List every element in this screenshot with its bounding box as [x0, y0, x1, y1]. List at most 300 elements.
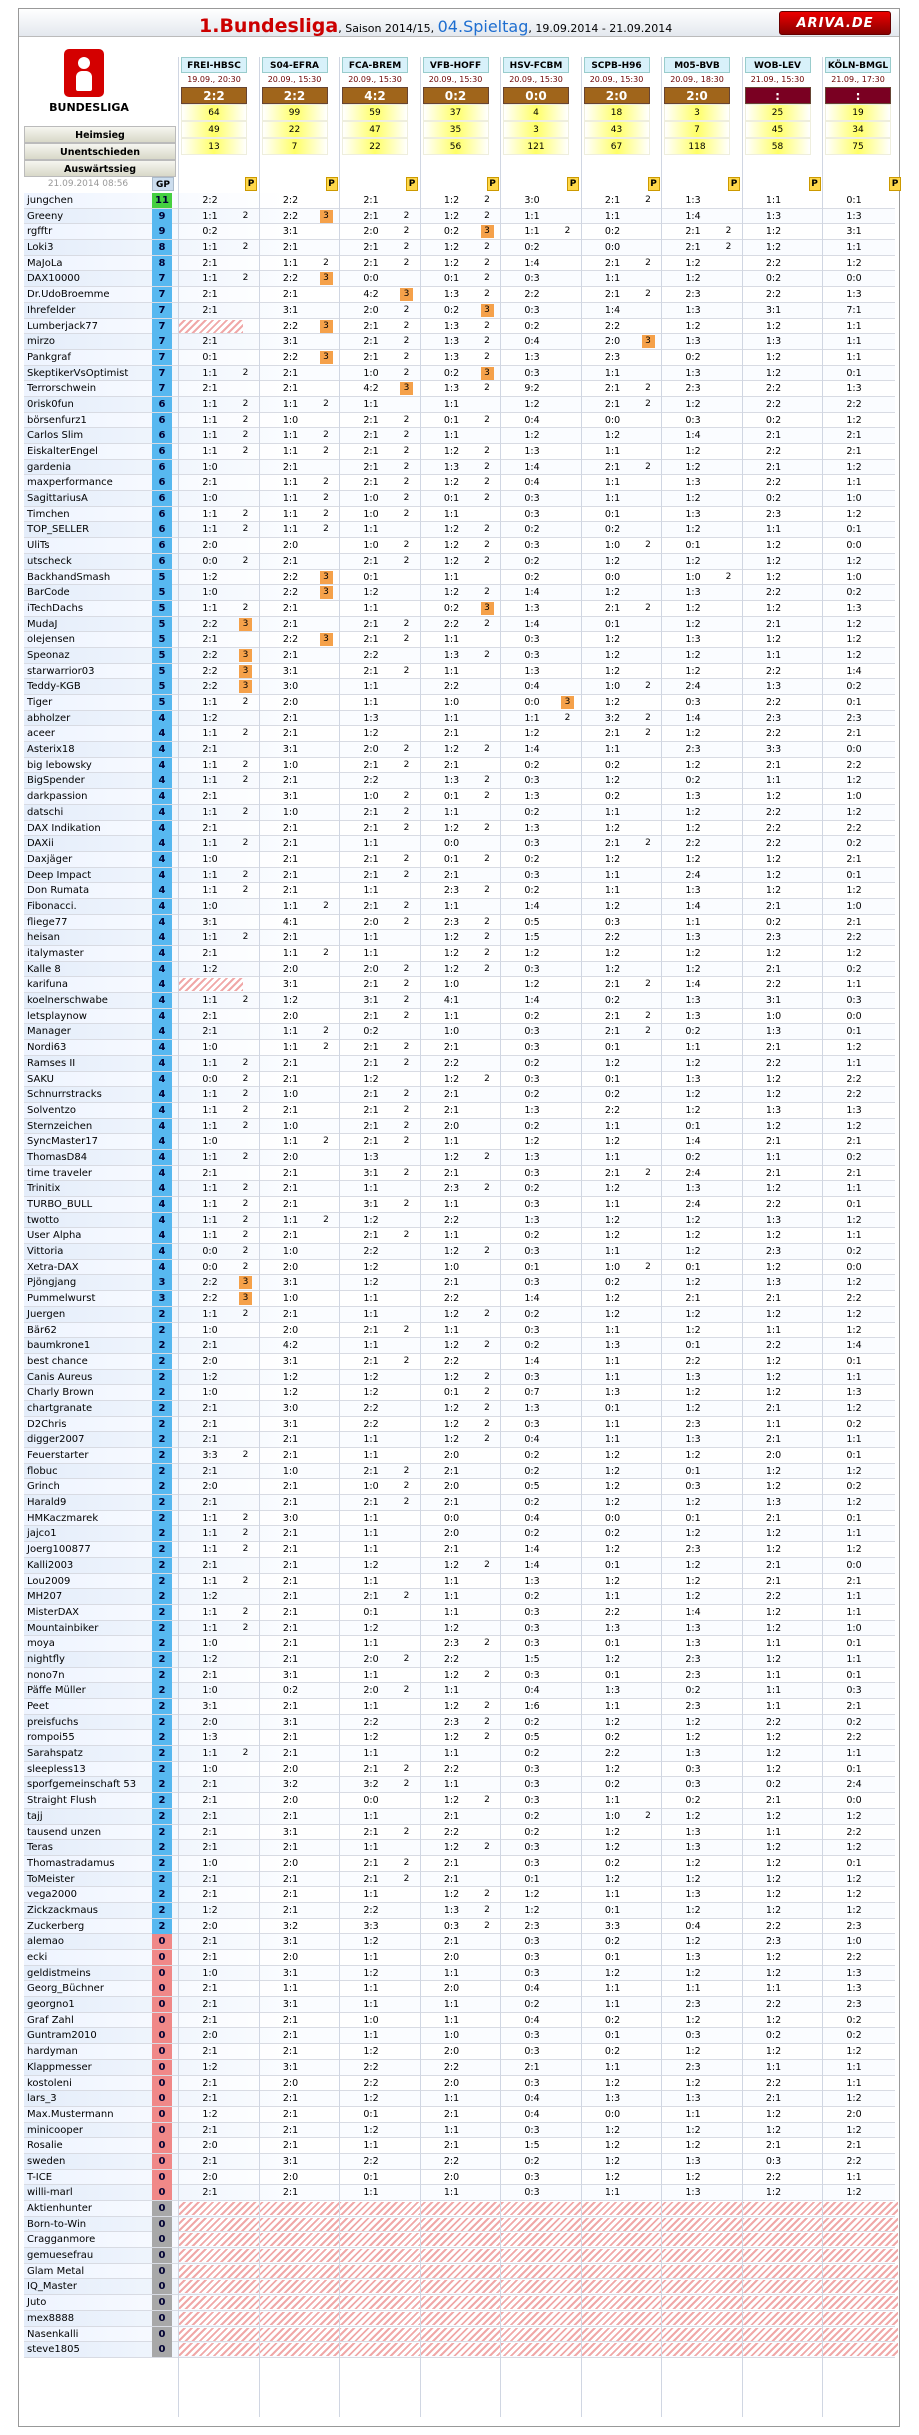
tip-points	[883, 539, 896, 552]
player-name[interactable]: hardyman	[27, 2046, 78, 2058]
table-row[interactable]	[24, 507, 895, 523]
table-row[interactable]	[24, 930, 895, 946]
player-name[interactable]: Canis Aureus	[27, 1371, 93, 1383]
table-row[interactable]	[24, 1432, 895, 1448]
table-row[interactable]	[24, 1134, 895, 1150]
table-row[interactable]	[24, 601, 895, 617]
player-name[interactable]: Tiger	[27, 697, 53, 708]
table-row[interactable]	[24, 773, 895, 789]
player-name[interactable]: big lebowsky	[27, 759, 92, 771]
player-name[interactable]: Carlos Slim	[27, 430, 84, 442]
table-row[interactable]	[24, 726, 895, 742]
table-row[interactable]	[24, 1150, 895, 1166]
table-row[interactable]	[24, 1307, 895, 1323]
player-name[interactable]: steve1805	[27, 2344, 80, 2356]
table-row[interactable]	[24, 271, 895, 287]
table-row[interactable]	[24, 397, 895, 413]
player-name[interactable]: Asterix18	[27, 744, 75, 756]
table-row[interactable]	[24, 789, 895, 805]
player-name[interactable]: gemuesefrau	[27, 2250, 94, 2262]
table-row[interactable]	[24, 2123, 895, 2139]
player-name[interactable]: DAX Indikation	[27, 822, 101, 834]
player-name[interactable]: BackhandSmash	[27, 571, 111, 583]
player-name[interactable]: Joerg100877	[27, 1544, 91, 1556]
player-name[interactable]: willi-marl	[27, 2187, 73, 2199]
table-row[interactable]	[24, 1621, 895, 1637]
table-row[interactable]	[24, 915, 895, 931]
table-row[interactable]	[24, 1887, 895, 1903]
player-name[interactable]: olejensen	[27, 634, 76, 646]
player-name[interactable]: alemao	[27, 1936, 65, 1948]
player-name[interactable]: SyncMaster17	[27, 1136, 98, 1148]
table-row[interactable]	[24, 868, 895, 884]
player-name[interactable]: sporfgemeinschaft 53	[27, 1779, 137, 1791]
table-row[interactable]	[24, 2076, 895, 2092]
table-row[interactable]	[24, 1056, 895, 1072]
player-name[interactable]: Harald9	[27, 1497, 67, 1509]
table-row[interactable]	[24, 852, 895, 868]
table-row[interactable]	[24, 1385, 895, 1401]
table-row[interactable]	[24, 1574, 895, 1590]
table-row[interactable]	[24, 475, 895, 491]
player-name[interactable]: twotto	[27, 1214, 60, 1226]
player-name[interactable]: karifuna	[27, 979, 68, 991]
match-name[interactable]: FCA-BREM	[342, 57, 408, 73]
player-name[interactable]: darkpassion	[27, 791, 88, 803]
match-name[interactable]: HSV-FCBM	[503, 57, 569, 73]
player-name[interactable]: digger2007	[27, 1434, 85, 1446]
table-row[interactable]	[24, 303, 895, 319]
table-row[interactable]	[24, 1730, 895, 1746]
table-row[interactable]	[24, 1213, 895, 1229]
player-name[interactable]: Nordi63	[27, 1042, 67, 1054]
player-name[interactable]: Vittoria	[27, 1246, 64, 1258]
table-row[interactable]	[24, 2138, 895, 2154]
player-name[interactable]: rompoi55	[27, 1732, 75, 1744]
player-name[interactable]: User Alpha	[27, 1230, 82, 1242]
player-name[interactable]: tajj	[27, 1810, 43, 1822]
table-row[interactable]	[24, 2279, 895, 2295]
table-row[interactable]	[24, 1840, 895, 1856]
table-row[interactable]	[24, 632, 895, 648]
table-row[interactable]	[24, 1072, 895, 1088]
table-row[interactable]	[24, 1589, 895, 1605]
player-name[interactable]: iTechDachs	[27, 602, 84, 614]
table-row[interactable]	[24, 1040, 895, 1056]
table-row[interactable]	[24, 1856, 895, 1872]
table-row[interactable]	[24, 1495, 895, 1511]
table-row[interactable]	[24, 821, 895, 837]
table-row[interactable]	[24, 1103, 895, 1119]
match-name[interactable]: M05-BVB	[664, 57, 730, 73]
player-name[interactable]: Georg_Büchner	[27, 1983, 104, 1995]
table-row[interactable]	[24, 1401, 895, 1417]
table-row[interactable]	[24, 1511, 895, 1527]
player-name[interactable]: nono7n	[27, 1669, 65, 1681]
table-row[interactable]	[24, 836, 895, 852]
player-name[interactable]: chartgranate	[27, 1402, 93, 1414]
player-name[interactable]: T-ICE	[27, 2171, 53, 2183]
table-row[interactable]	[24, 1417, 895, 1433]
table-row[interactable]	[24, 1464, 895, 1480]
table-row[interactable]	[24, 1558, 895, 1574]
table-row[interactable]	[24, 538, 895, 554]
player-name[interactable]: Loki3	[27, 242, 54, 254]
player-name[interactable]: Deep Impact	[27, 869, 92, 881]
player-name[interactable]: Sarahspatz	[27, 1748, 83, 1760]
player-name[interactable]: Aktienhunter	[27, 2203, 93, 2214]
player-name[interactable]: Terrorschwein	[27, 383, 97, 395]
player-name[interactable]: Speonaz	[27, 649, 70, 661]
player-name[interactable]: heisan	[27, 932, 60, 944]
table-row[interactable]	[24, 1119, 895, 1135]
table-row[interactable]	[24, 2028, 895, 2044]
table-row[interactable]	[24, 585, 895, 601]
table-row[interactable]	[24, 648, 895, 664]
table-row[interactable]	[24, 554, 895, 570]
player-name[interactable]: italymaster	[27, 948, 84, 959]
player-name[interactable]: Ramses II	[27, 1057, 76, 1069]
player-name[interactable]: kostoleni	[27, 2077, 72, 2089]
player-name[interactable]: Pummelwurst	[27, 1293, 96, 1305]
table-row[interactable]	[24, 2170, 895, 2186]
table-row[interactable]	[24, 1228, 895, 1244]
player-name[interactable]: TURBO_BULL	[27, 1199, 93, 1210]
table-row[interactable]	[24, 1323, 895, 1339]
player-name[interactable]: best chance	[27, 1355, 88, 1367]
table-row[interactable]	[24, 2342, 895, 2358]
table-row[interactable]	[24, 1809, 895, 1825]
table-row[interactable]	[24, 1197, 895, 1213]
player-name[interactable]: Greeny	[27, 210, 64, 222]
table-row[interactable]	[24, 1652, 895, 1668]
table-row[interactable]	[24, 1605, 895, 1621]
player-name[interactable]: Lou2009	[27, 1575, 71, 1587]
player-name[interactable]: jajco1	[27, 1528, 57, 1540]
table-row[interactable]	[24, 366, 895, 382]
player-name[interactable]: tausend unzen	[27, 1826, 102, 1838]
table-row[interactable]	[24, 679, 895, 695]
player-name[interactable]: IQ_Master	[27, 2281, 77, 2293]
player-name[interactable]: Daxjäger	[27, 853, 73, 865]
player-name[interactable]: Päffe Müller	[27, 1685, 86, 1697]
player-name[interactable]: Born-to-Win	[27, 2218, 87, 2230]
table-row[interactable]	[24, 2232, 895, 2248]
table-row[interactable]	[24, 993, 895, 1009]
player-name[interactable]: letsplaynow	[27, 1010, 87, 1022]
table-row[interactable]	[24, 350, 895, 366]
player-name[interactable]: UliTs	[27, 540, 50, 552]
table-row[interactable]	[24, 1777, 895, 1793]
player-name[interactable]: Zuckerberg	[27, 1920, 85, 1932]
table-row[interactable]	[24, 1338, 895, 1354]
table-row[interactable]	[24, 1526, 895, 1542]
table-row[interactable]	[24, 1181, 895, 1197]
table-row[interactable]	[24, 2311, 895, 2327]
player-name[interactable]: Klappmesser	[27, 2061, 92, 2073]
tip-points	[320, 1982, 333, 1995]
player-name[interactable]: ecki	[27, 1952, 48, 1963]
player-name[interactable]: utscheck	[27, 555, 72, 567]
table-row[interactable]	[24, 1950, 895, 1966]
table-row[interactable]	[24, 209, 895, 225]
table-row[interactable]	[24, 1275, 895, 1291]
table-row[interactable]	[24, 1166, 895, 1182]
table-row[interactable]	[24, 240, 895, 256]
table-row[interactable]	[24, 319, 895, 335]
ariva-logo[interactable]: ARIVA.DE	[779, 11, 891, 35]
table-row[interactable]	[24, 381, 895, 397]
table-row[interactable]	[24, 1997, 895, 2013]
player-name[interactable]: Peet	[27, 1701, 49, 1712]
player-name[interactable]: SAKU	[27, 1073, 54, 1085]
table-row[interactable]	[24, 664, 895, 680]
table-row[interactable]	[24, 2154, 895, 2170]
player-name[interactable]: Pankgraf	[27, 351, 71, 363]
player-name[interactable]: Charly Brown	[27, 1387, 94, 1399]
player-name[interactable]: D2Chris	[27, 1418, 67, 1430]
player-name[interactable]: Kalli2003	[27, 1559, 74, 1571]
player-name[interactable]: TOP_SELLER	[27, 524, 90, 536]
player-name[interactable]: flobuc	[27, 1465, 58, 1477]
player-name[interactable]: SkeptikerVsOptimist	[27, 367, 129, 379]
table-row[interactable]	[24, 1793, 895, 1809]
player-name[interactable]: Guntram2010	[27, 2030, 97, 2042]
table-row[interactable]	[24, 1825, 895, 1841]
table-row[interactable]	[24, 1934, 895, 1950]
player-name[interactable]: Timchen	[27, 508, 70, 520]
table-row[interactable]	[24, 883, 895, 899]
table-row[interactable]	[24, 193, 895, 209]
player-name[interactable]: Graf Zahl	[27, 2014, 74, 2026]
player-name[interactable]: 0risk0fun	[27, 398, 74, 410]
tip-cell: 2:2	[282, 210, 299, 222]
player-name[interactable]: Juergen	[27, 1308, 66, 1320]
table-row[interactable]	[24, 742, 895, 758]
table-row[interactable]	[24, 1636, 895, 1652]
player-name[interactable]: Rosalie	[27, 2140, 63, 2152]
player-name[interactable]: Trinitix	[27, 1183, 61, 1195]
table-row[interactable]	[24, 570, 895, 586]
player-name[interactable]: EiskalterEngel	[27, 446, 98, 457]
table-row[interactable]	[24, 2060, 895, 2076]
player-name[interactable]: MH207	[27, 1591, 63, 1603]
table-row[interactable]	[24, 2044, 895, 2060]
tip-cell: 2:0	[282, 1952, 299, 1963]
tip-cell	[829, 2311, 879, 2326]
player-name[interactable]: Teras	[27, 1842, 54, 1854]
table-row[interactable]	[24, 1354, 895, 1370]
table-row[interactable]	[24, 1009, 895, 1025]
table-row[interactable]	[24, 1291, 895, 1307]
table-row[interactable]	[24, 1872, 895, 1888]
table-row[interactable]	[24, 2107, 895, 2123]
player-name[interactable]: Pjöngjang	[27, 1277, 77, 1289]
column-divider	[822, 57, 823, 2417]
player-name[interactable]: Lumberjack77	[27, 320, 99, 332]
table-row[interactable]	[24, 805, 895, 821]
player-name[interactable]: moya	[27, 1638, 55, 1650]
player-name[interactable]: Mountainbiker	[27, 1622, 99, 1634]
table-row[interactable]	[24, 2185, 895, 2201]
table-row[interactable]	[24, 1542, 895, 1558]
player-name[interactable]: maxperformance	[27, 477, 113, 489]
player-name[interactable]: Thomastradamus	[27, 1857, 115, 1869]
table-row[interactable]	[24, 1370, 895, 1386]
player-name[interactable]: mirzo	[27, 336, 55, 348]
player-name[interactable]: minicooper	[27, 2124, 83, 2136]
player-name[interactable]: preisfuchs	[27, 1716, 79, 1728]
table-row[interactable]	[24, 287, 895, 303]
player-name[interactable]: Bär62	[27, 1324, 57, 1336]
player-name[interactable]: sleepless13	[27, 1763, 86, 1775]
table-row[interactable]	[24, 617, 895, 633]
player-name[interactable]: Dr.UdoBroemme	[27, 289, 110, 301]
table-row[interactable]	[24, 1260, 895, 1276]
player-name[interactable]: starwarrior03	[27, 665, 95, 677]
match-name[interactable]: WOB-LEV	[745, 57, 811, 73]
table-row[interactable]	[24, 1903, 895, 1919]
gp-points: 2	[152, 1856, 172, 1871]
player-name[interactable]: sweden	[27, 2155, 66, 2167]
player-name[interactable]: geldistmeins	[27, 1967, 91, 1979]
table-row[interactable]	[24, 1919, 895, 1935]
player-name[interactable]: nightfly	[27, 1653, 65, 1665]
player-name[interactable]: SagittariusA	[27, 493, 88, 505]
player-name[interactable]: abholzer	[27, 712, 71, 724]
table-row[interactable]	[24, 946, 895, 962]
player-name[interactable]: Juto	[27, 2297, 47, 2309]
player-name[interactable]: Xetra-DAX	[27, 1261, 79, 1273]
table-row[interactable]	[24, 1966, 895, 1982]
player-name[interactable]: DAX10000	[27, 273, 81, 285]
player-name[interactable]: lars_3	[27, 2093, 57, 2105]
player-name[interactable]: MudaJ	[27, 618, 58, 630]
table-row[interactable]	[24, 1668, 895, 1684]
player-name[interactable]: DAXii	[27, 838, 54, 850]
player-name[interactable]: Grinch	[27, 1481, 60, 1493]
match-name[interactable]: FREI-HBSC	[181, 57, 247, 73]
table-row[interactable]	[24, 2295, 895, 2311]
table-row[interactable]	[24, 2248, 895, 2264]
tip-cell: 0:0	[524, 697, 540, 708]
table-row[interactable]	[24, 1683, 895, 1699]
match-name[interactable]: KÖLN-BMGL	[825, 57, 891, 73]
table-row[interactable]	[24, 224, 895, 240]
player-name[interactable]: koelnerschwabe	[27, 995, 108, 1007]
player-name[interactable]: MisterDAX	[27, 1606, 80, 1618]
table-row[interactable]	[24, 2327, 895, 2343]
player-name[interactable]: Kalle 8	[27, 963, 61, 975]
match-name[interactable]: S04-EFRA	[262, 57, 328, 73]
table-row[interactable]	[24, 1024, 895, 1040]
player-name[interactable]: aceer	[27, 728, 56, 740]
table-row[interactable]	[24, 2013, 895, 2029]
player-name[interactable]: Ihrefelder	[27, 304, 76, 316]
table-row[interactable]	[24, 2217, 895, 2233]
player-name[interactable]: Sternzeichen	[27, 1120, 93, 1132]
table-row[interactable]	[24, 711, 895, 727]
player-name[interactable]: datschi	[27, 806, 64, 818]
player-name[interactable]: Nasenkalli	[27, 2328, 79, 2340]
table-row[interactable]	[24, 758, 895, 774]
match-name[interactable]: SCPB-H96	[584, 57, 650, 73]
table-row[interactable]	[24, 460, 895, 476]
table-row[interactable]	[24, 522, 895, 538]
player-name[interactable]: vega2000	[27, 1889, 77, 1901]
player-name[interactable]: ToMeister	[27, 1873, 75, 1885]
table-row[interactable]	[24, 2264, 895, 2280]
table-row[interactable]	[24, 1981, 895, 1997]
player-name[interactable]: gardenia	[27, 461, 72, 473]
player-name[interactable]: börsenfurz1	[27, 414, 87, 426]
tip-points	[803, 539, 816, 552]
tip-points	[320, 1245, 333, 1258]
player-name[interactable]: Don Rumata	[27, 885, 90, 897]
table-row[interactable]	[24, 1087, 895, 1103]
player-name[interactable]: BigSpender	[27, 775, 85, 787]
table-row[interactable]	[24, 2201, 895, 2217]
player-name[interactable]: baumkrone1	[27, 1340, 91, 1352]
table-row[interactable]	[24, 334, 895, 350]
player-name[interactable]: Teddy-KGB	[27, 681, 81, 693]
player-name[interactable]: mex8888	[27, 2312, 75, 2324]
tip-cell: 1:1	[604, 273, 621, 285]
table-row[interactable]	[24, 256, 895, 272]
table-row[interactable]	[24, 977, 895, 993]
match-date: 20.09., 18:30	[664, 73, 730, 87]
table-row[interactable]	[24, 1699, 895, 1715]
player-name[interactable]: Schnurrstracks	[27, 1089, 102, 1101]
table-row[interactable]	[24, 444, 895, 460]
table-row[interactable]	[24, 2091, 895, 2107]
player-name[interactable]: Manager	[27, 1026, 71, 1038]
player-name[interactable]: jungchen	[27, 195, 74, 206]
table-row[interactable]	[24, 962, 895, 978]
player-name[interactable]: ThomasD84	[27, 1151, 88, 1163]
table-row[interactable]	[24, 1762, 895, 1778]
table-row[interactable]	[24, 899, 895, 915]
player-name[interactable]: Max.Mustermann	[27, 2108, 114, 2120]
player-name[interactable]: Zickzackmaus	[27, 1904, 99, 1916]
player-name[interactable]: rgfftr	[27, 226, 53, 238]
table-row[interactable]	[24, 491, 895, 507]
player-name[interactable]: Fibonacci.	[27, 900, 77, 912]
player-name[interactable]: fliege77	[27, 916, 68, 928]
player-name[interactable]: Straight Flush	[27, 1795, 97, 1807]
player-name[interactable]: MaJoLa	[27, 257, 63, 269]
player-name[interactable]: georgno1	[27, 1999, 75, 2011]
player-name[interactable]: Glam Metal	[27, 2265, 85, 2277]
player-name[interactable]: BarCode	[27, 587, 70, 599]
table-row[interactable]	[24, 1715, 895, 1731]
player-name[interactable]: time traveler	[27, 1167, 93, 1179]
player-name[interactable]: Cragganmore	[27, 2234, 96, 2246]
tip-points	[803, 602, 816, 615]
table-row[interactable]	[24, 428, 895, 444]
player-name[interactable]: Solventzo	[27, 1104, 76, 1116]
table-row[interactable]	[24, 1448, 895, 1464]
table-row[interactable]	[24, 1746, 895, 1762]
table-row[interactable]	[24, 413, 895, 429]
table-row[interactable]	[24, 1479, 895, 1495]
player-name[interactable]: HMKaczmarek	[27, 1512, 99, 1524]
match-name[interactable]: VFB-HOFF	[423, 57, 489, 73]
table-row[interactable]	[24, 695, 895, 711]
tip-points	[642, 1120, 655, 1133]
player-name[interactable]: Feuerstarter	[27, 1450, 89, 1461]
table-row[interactable]	[24, 1244, 895, 1260]
